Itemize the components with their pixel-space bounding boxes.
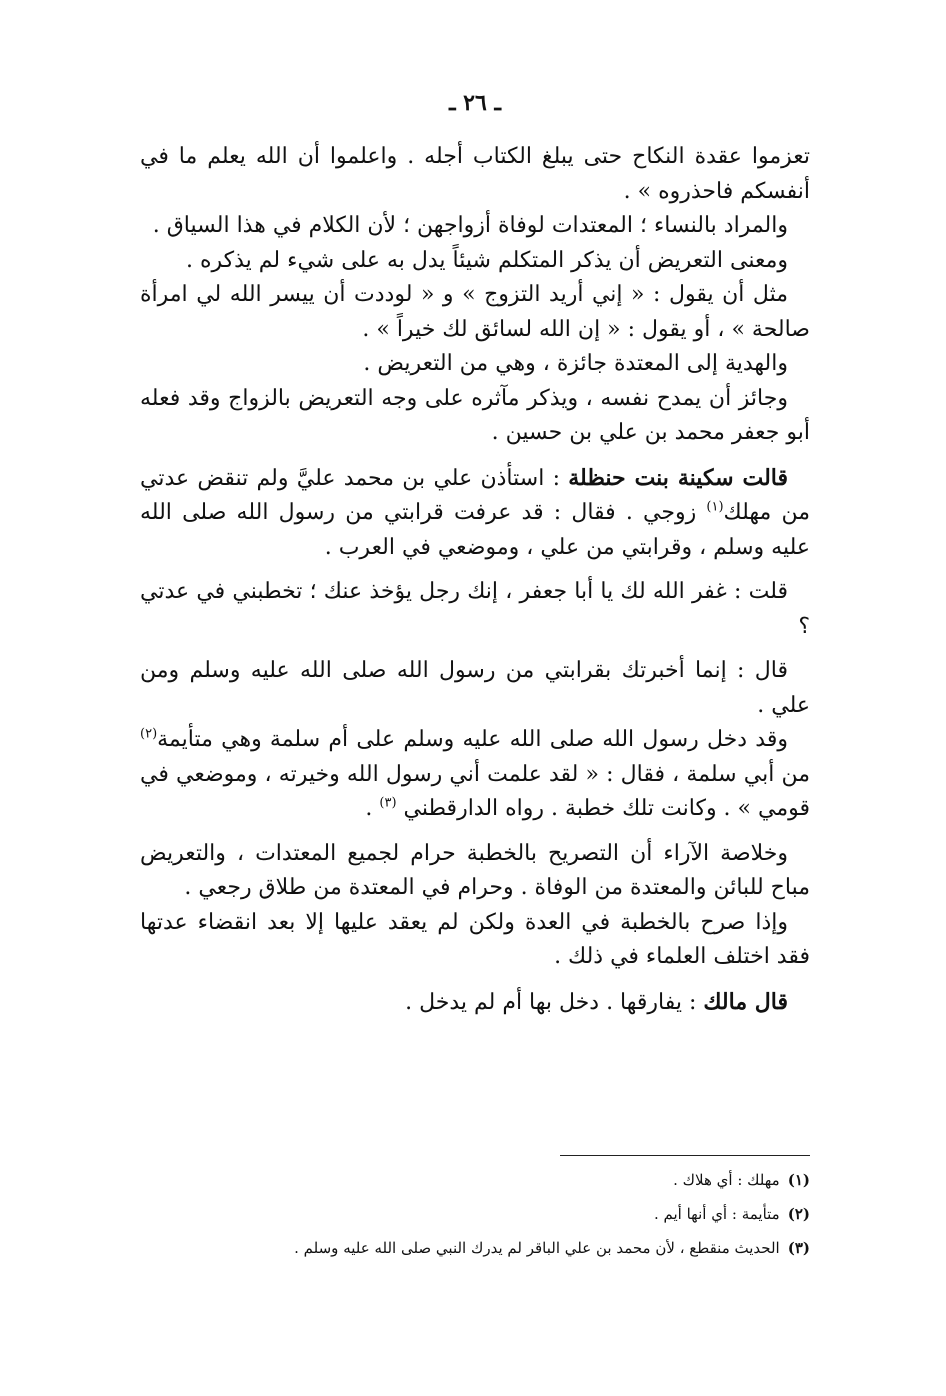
- footnote-number: (٢): [787, 1205, 810, 1223]
- footnote-marker: (٣): [379, 795, 397, 811]
- paragraph: قال : إنما أخبرتك بقرابتي من رسول الله صلى الله عليه وسلم ومن علي .: [140, 658, 810, 718]
- speaker-name: قال مالك: [703, 988, 788, 1015]
- footnote-marker: (٢): [140, 726, 158, 742]
- footnote-divider: [560, 1155, 810, 1156]
- paragraph-malik: [140, 985, 810, 1021]
- paragraph: قلت : غفر الله لك يا أبا جعفر ، إنك رجل يؤخذ عنك ؛ تخطبني في عدتي ؟: [140, 579, 810, 639]
- footnote-item: [140, 1163, 810, 1197]
- paragraph-text: : استأذن علي بن محمد عليَّ ولم تنقض عدتي من مهلك: [140, 465, 810, 525]
- footnote-item: [140, 1231, 810, 1265]
- paragraph: والهدية إلى المعتدة جائزة ، وهي من التعريض .: [363, 351, 788, 376]
- paragraph-text: من أبي سلمة ، فقال : « لقد علمت أني رسول الله وخيرته ، وموضعي في قومي » . وكانت تلك خطبة . رواه الدارقطني: [140, 761, 810, 821]
- paragraph: وإذا صرح بالخطبة في العدة ولكن لم يعقد عليها إلا بعد انقضاء عدتها فقد اختلف العلماء في ذلك .: [140, 909, 810, 969]
- paragraph: ومعنى التعريض أن يذكر المتكلم شيئاً يدل به على شيء لم يذكره .: [186, 247, 788, 273]
- footnotes: [140, 1163, 810, 1265]
- footnote-item: [140, 1197, 810, 1231]
- footnote-text: متأيمة : أي أنها أيم .: [653, 1205, 780, 1223]
- paragraph-text: وقد دخل رسول الله صلى الله عليه وسلم على أم سلمة وهي متأيمة: [157, 727, 788, 752]
- footnote-number: (١): [787, 1171, 810, 1189]
- paragraph-text: .: [365, 796, 380, 821]
- paragraph: والمراد بالنساء ؛ المعتدات لوفاة أزواجهن ؛ لأن الكلام في هذا السياق .: [152, 213, 788, 238]
- paragraph: مثل أن يقول : « إني أريد التزوج » و « لوددت أن ييسر الله لي امرأة صالحة » ، أو يقول : « إن الله لسائق لك خيراً » .: [140, 282, 810, 342]
- page-number: ـ ٢٦ ـ: [449, 90, 501, 116]
- footnote-text: الحديث منقطع ، لأن محمد بن علي الباقر لم يدرك النبي صلى الله عليه وسلم .: [294, 1239, 780, 1257]
- paragraph-umm-salama: [140, 723, 810, 827]
- paragraph-text: زوجي . فقال : قد عرفت قرابتي من رسول الله صلى الله عليه وسلم ، وقرابتي من علي ، وموضعي في العرب .: [140, 500, 810, 560]
- paragraph-text: : يفارقها . دخل بها أم لم يدخل .: [405, 989, 704, 1015]
- main-text: [140, 140, 810, 1020]
- speaker-name: قالت سكينة بنت حنظلة: [568, 464, 788, 491]
- paragraph: وخلاصة الآراء أن التصريح بالخطبة حرام لجميع المعتدات ، والتعريض مباح للبائن والمعتدة من الوفاة . وحرام في المعتدة من طلاق رجعي .: [140, 840, 810, 900]
- footnote-text: مهلك : أي هلاك .: [673, 1171, 780, 1189]
- paragraph: وجائز أن يمدح نفسه ، ويذكر مآثره على وجه التعريض بالزواج وقد فعله أبو جعفر محمد بن علي بن حسين .: [140, 385, 810, 445]
- paragraph-sukayna: [140, 461, 810, 566]
- footnote-number: (٣): [787, 1239, 810, 1257]
- footnote-marker: (١): [706, 499, 724, 515]
- paragraph-quran-verse: تعزموا عقدة النكاح حتى يبلغ الكتاب أجله . واعلموا أن الله يعلم ما في أنفسكم فاحذروه » .: [140, 144, 810, 204]
